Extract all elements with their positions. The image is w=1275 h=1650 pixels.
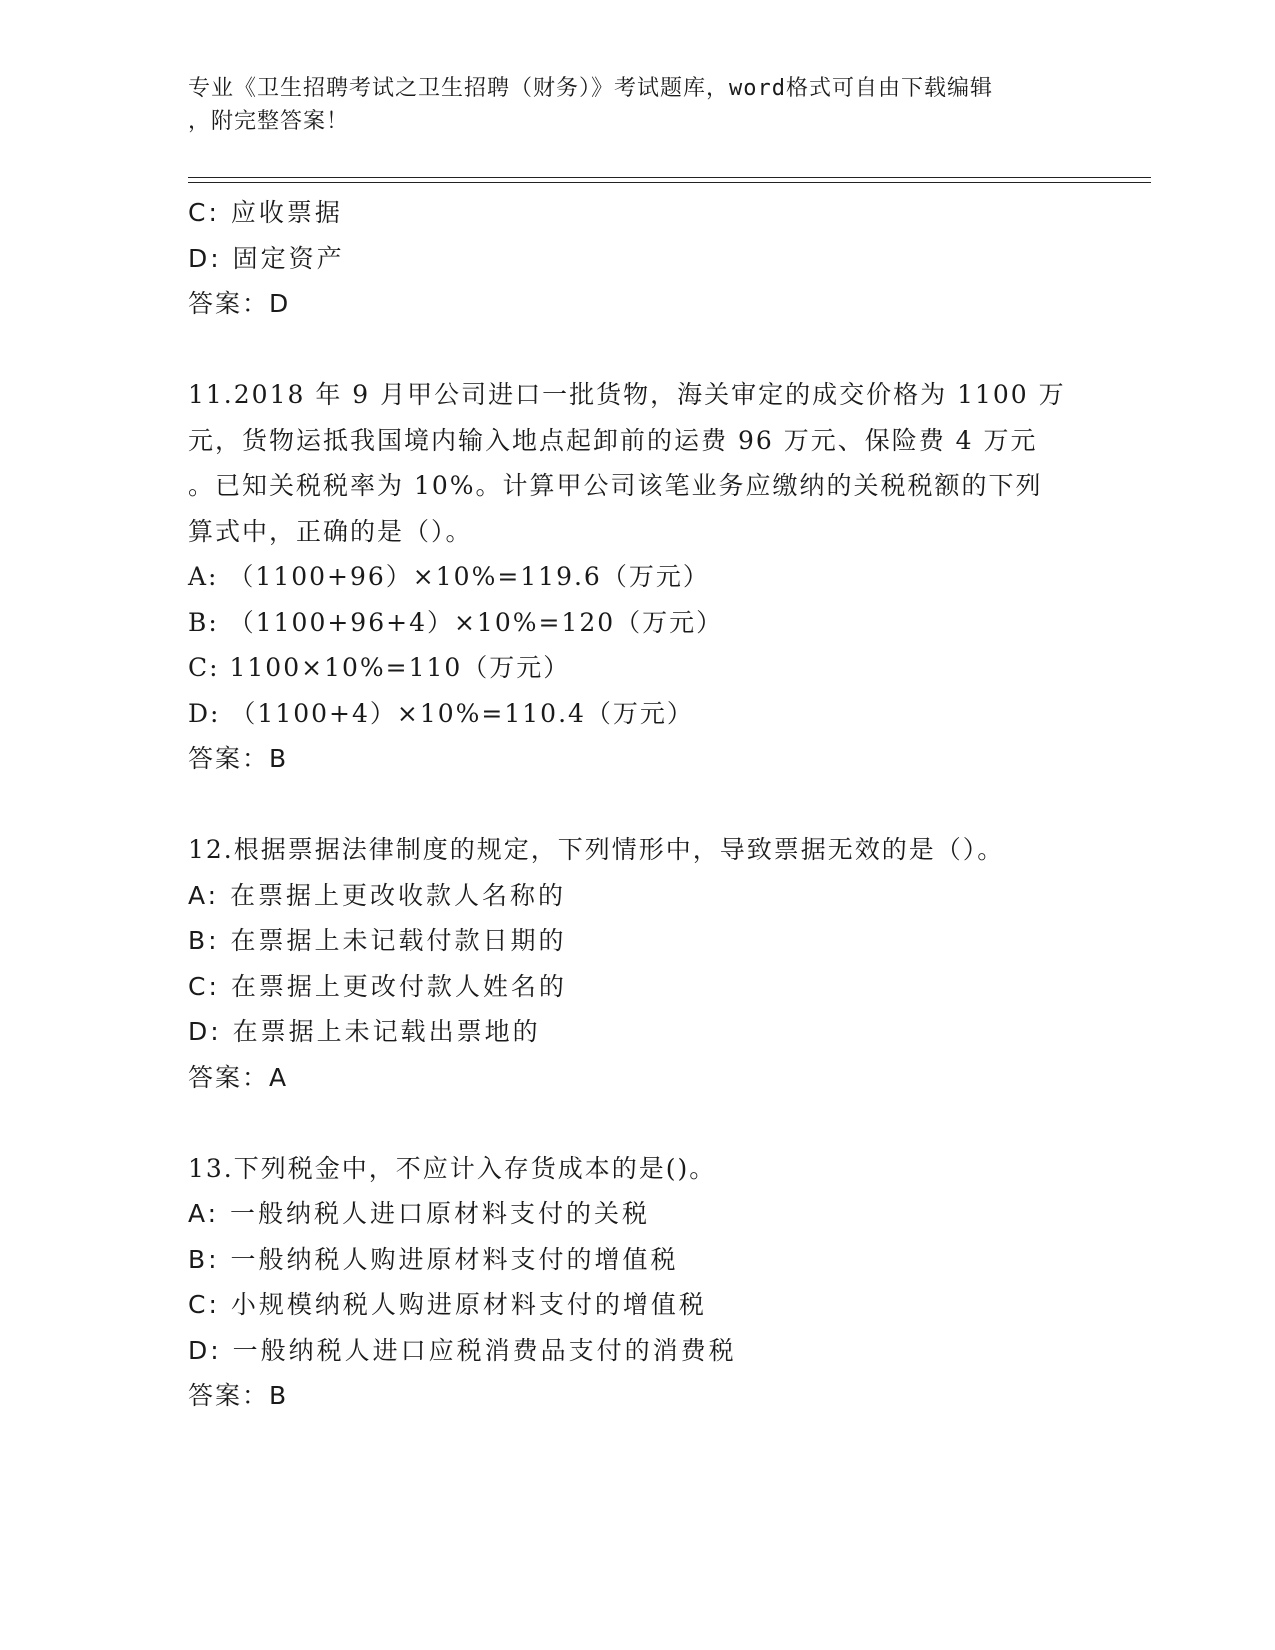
- document-header: [188, 72, 1088, 138]
- option-a: A: 一般纳税人进口原材料支付的关税: [188, 1199, 651, 1228]
- question-stem: 12.根据票据法律制度的规定，下列情形中，导致票据无效的是（）。: [188, 835, 1005, 864]
- question-stem: 13.下列税金中，不应计入存货成本的是()。: [188, 1153, 717, 1183]
- spacer: [188, 327, 1088, 373]
- option-b: B: 一般纳税人购进原材料支付的增值税: [188, 1244, 679, 1274]
- answer-line: 答案：B: [188, 744, 289, 773]
- header-line-1: 专业《卫生招聘考试之卫生招聘（财务）》考试题库，word格式可自由下载编辑: [188, 76, 993, 101]
- question-13: [188, 1146, 1088, 1419]
- option-c: C: 小规模纳税人购进原材料支付的增值税: [188, 1290, 707, 1319]
- spacer: [188, 1100, 1088, 1146]
- option-b: B: 在票据上未记载付款日期的: [188, 926, 567, 955]
- question-stem-line: 11.2018 年 9 月甲公司进口一批货物，海关审定的成交价格为 1100 万: [188, 380, 1066, 409]
- option-c: C: 1100×10%=110（万元）: [188, 653, 571, 682]
- option-d: D: （1100+4）×10%=110.4（万元）: [188, 698, 694, 728]
- answer-line: 答案：D: [188, 289, 291, 318]
- question-12: [188, 827, 1088, 1100]
- option-d: D: 在票据上未记载出票地的: [188, 1017, 541, 1046]
- prev-question: [188, 190, 1088, 327]
- spacer: [188, 782, 1088, 828]
- option-a: A: 在票据上更改收款人名称的: [188, 880, 567, 910]
- header-divider-top: [188, 177, 1151, 178]
- option-b: B: （1100+96+4）×10%=120（万元）: [188, 607, 724, 637]
- question-stem-line: 算式中，正确的是（）。: [188, 516, 473, 546]
- header-divider-bottom: [188, 182, 1151, 183]
- option-a: A: （1100+96）×10%=119.6（万元）: [188, 562, 710, 591]
- question-stem-line: 。已知关税税率为 10%。计算甲公司该笔业务应缴纳的关税税额的下列: [188, 471, 1043, 500]
- answer-line: 答案：B: [188, 1381, 289, 1410]
- header-line-2: ，附完整答案！: [188, 109, 350, 134]
- question-content: [188, 190, 1088, 1419]
- answer-line: 答案：A: [188, 1062, 289, 1092]
- option-c: C: 在票据上更改付款人姓名的: [188, 971, 567, 1001]
- question-11: [188, 372, 1088, 782]
- option-c: C: 应收票据: [188, 198, 343, 227]
- question-stem-line: 元，货物运抵我国境内输入地点起卸前的运费 96 万元、保险费 4 万元: [188, 425, 1038, 455]
- option-d: D: 固定资产: [188, 243, 345, 273]
- option-d: D: 一般纳税人进口应税消费品支付的消费税: [188, 1335, 737, 1365]
